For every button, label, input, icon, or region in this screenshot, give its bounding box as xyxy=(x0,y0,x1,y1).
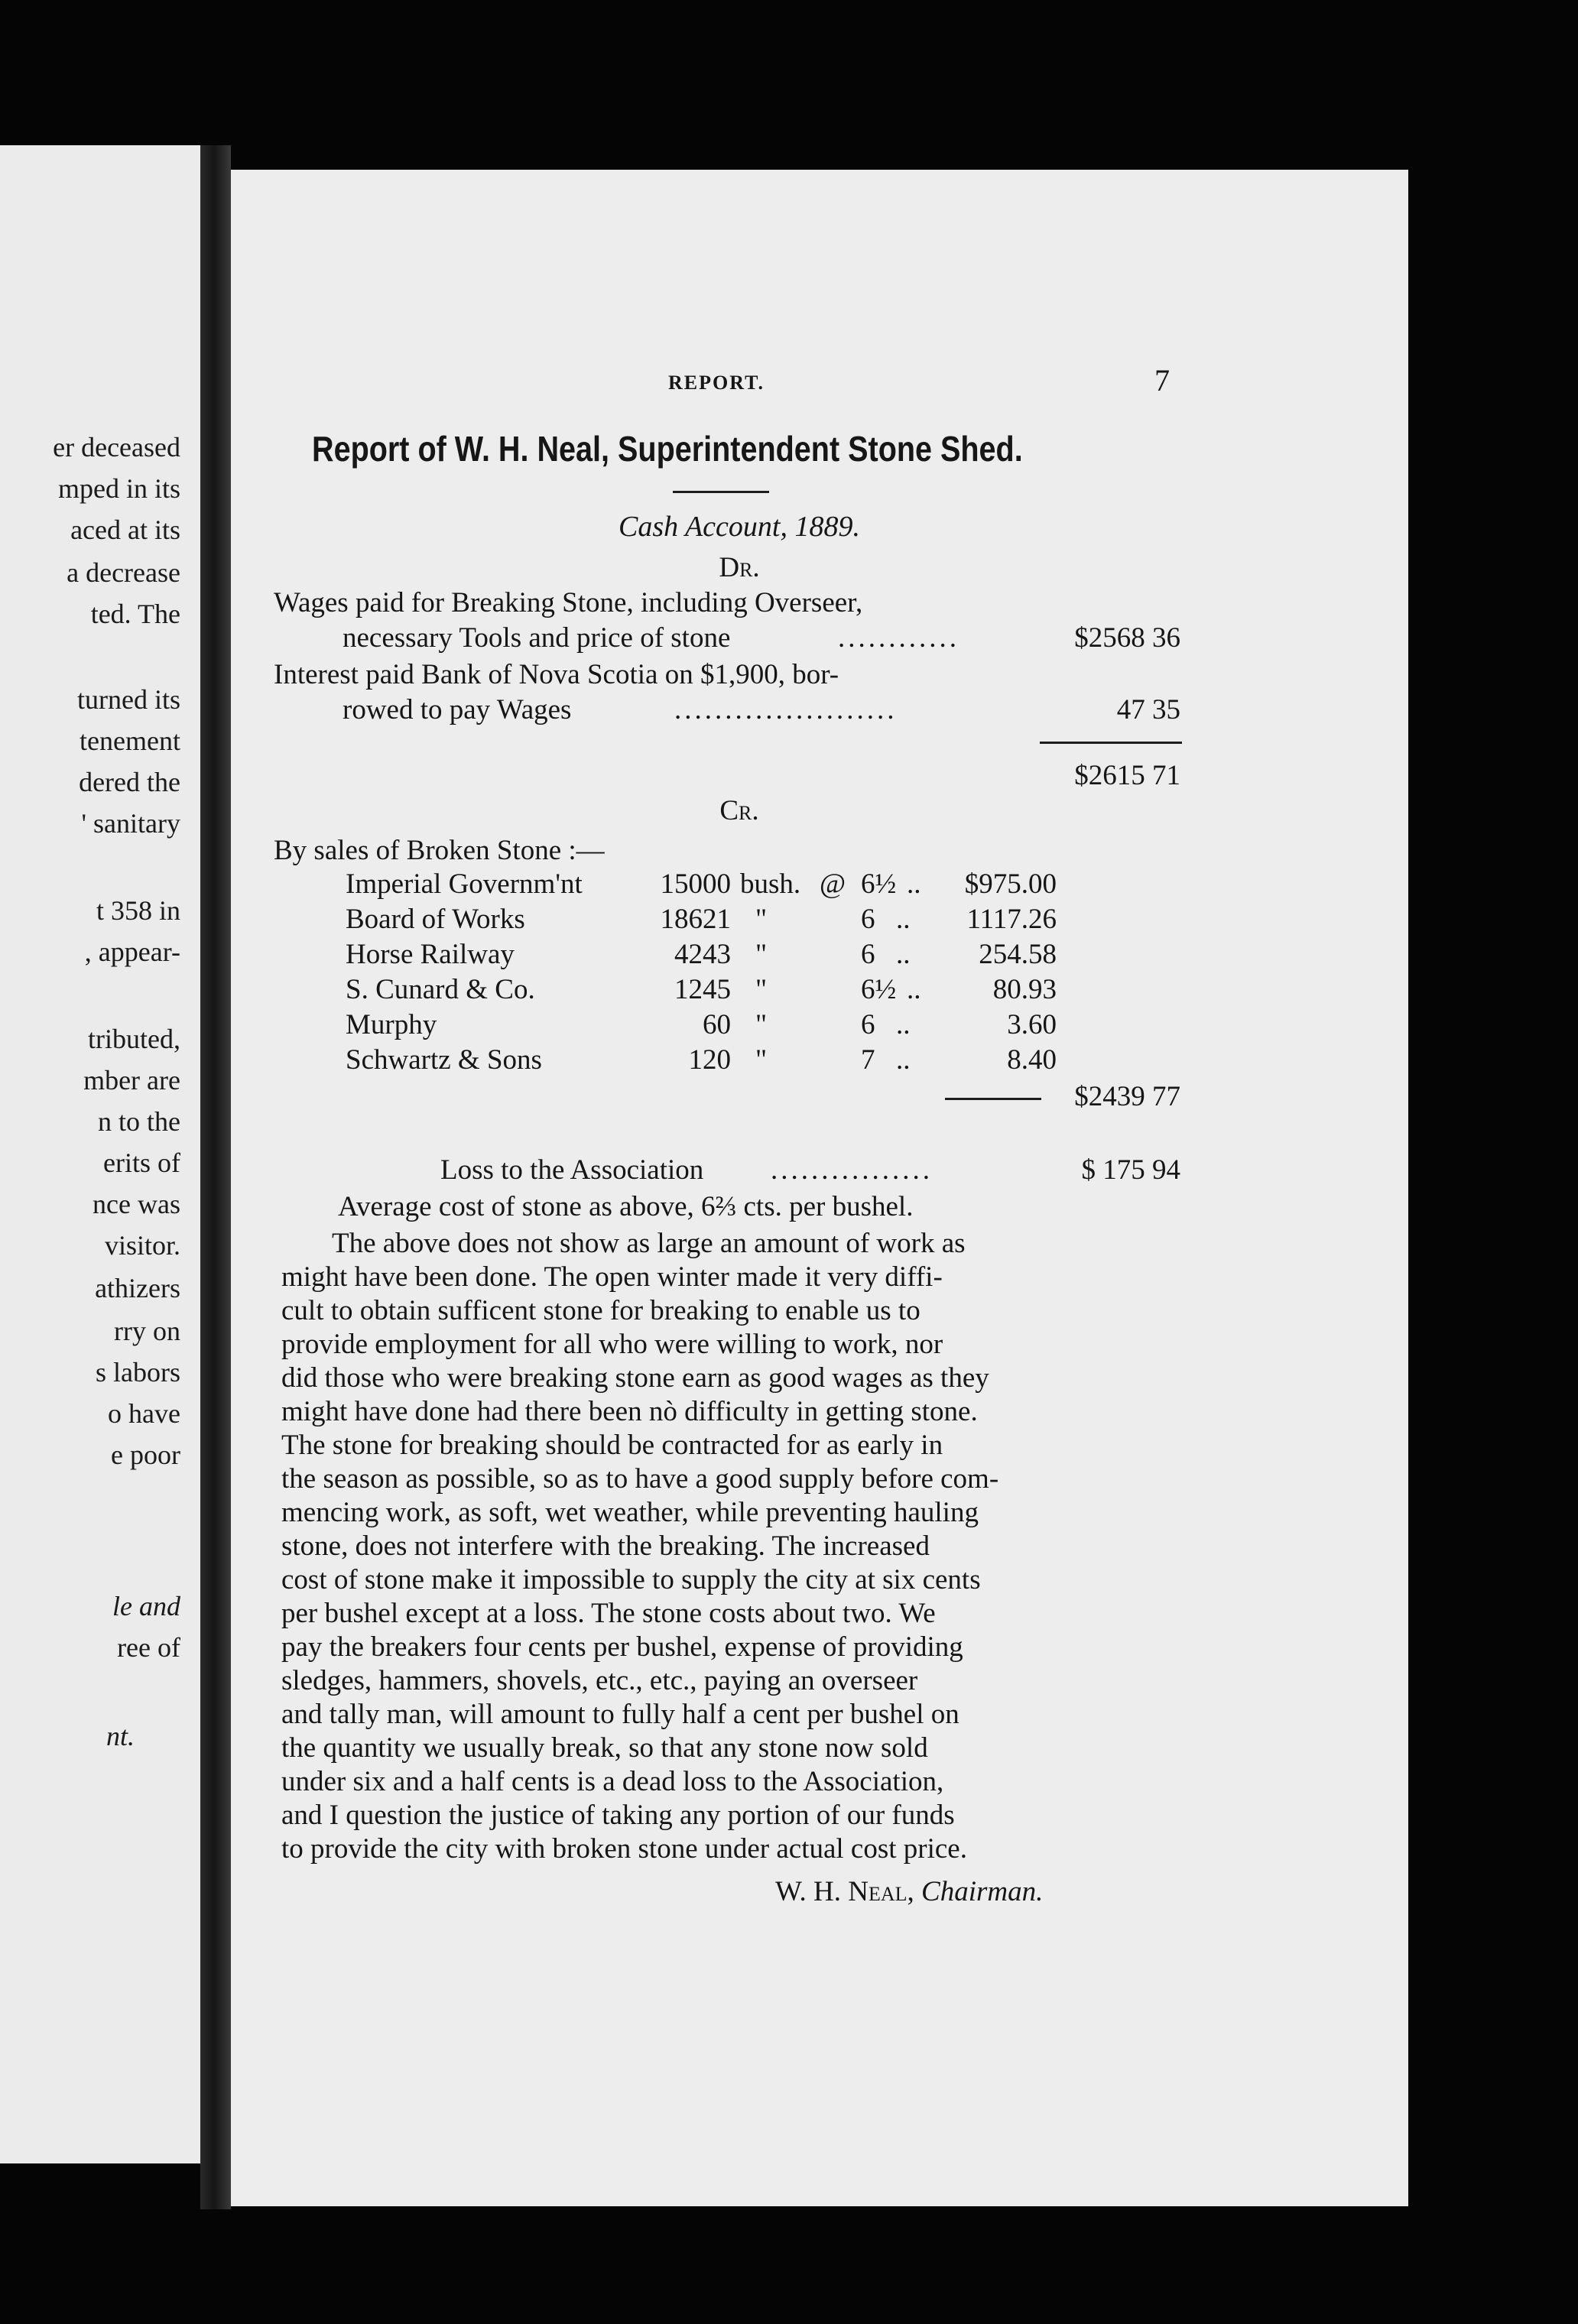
credit-row-amount: 3.60 xyxy=(1007,1009,1057,1040)
body-line: mencing work, as soft, wet weather, while preventing hauling xyxy=(281,1497,979,1528)
body-line: and I question the justice of taking any portion of our funds xyxy=(281,1800,955,1831)
left-page-line: turned its xyxy=(77,684,180,715)
credit-row-amount: 254.58 xyxy=(979,939,1057,970)
left-page-line: aced at its xyxy=(70,514,180,545)
credit-row-name: Schwartz & Sons xyxy=(346,1044,542,1076)
left-page-line: le and xyxy=(112,1591,180,1621)
body-line: The stone for breaking should be contracted for as early in xyxy=(281,1430,943,1461)
body-line: the quantity we usually break, so that any stone now sold xyxy=(281,1732,928,1764)
left-page-line: erits of xyxy=(103,1147,180,1178)
credit-row-qty: 18621 xyxy=(660,904,731,935)
credit-row-rate: 6 xyxy=(861,939,875,970)
left-page-line: ' sanitary xyxy=(81,808,180,839)
credit-row-unit: " xyxy=(755,939,768,970)
credit-row-unit: " xyxy=(755,1009,768,1040)
loss-leader: ................ xyxy=(771,1154,933,1186)
body-line: pay the breakers four cents per bushel, expense of providing xyxy=(281,1631,963,1663)
debit-heading: Dr. xyxy=(719,552,760,583)
left-page-fragment xyxy=(0,145,200,2163)
left-page-line: e poor xyxy=(111,1440,180,1470)
credit-row-leader: .. xyxy=(896,1044,911,1076)
debit-entry-line2: necessary Tools and price of stone xyxy=(343,622,731,654)
page-title: Report of W. H. Neal, Superintendent Stone Shed. xyxy=(312,429,1023,469)
credit-row-unit: " xyxy=(755,904,768,935)
debit-entry-amount: $2568 36 xyxy=(1074,622,1180,654)
left-page-line: n to the xyxy=(98,1106,180,1137)
credit-total: $2439 77 xyxy=(1074,1081,1180,1112)
title-rule xyxy=(673,491,769,493)
body-line: per bushel except at a loss. The stone costs about two. We xyxy=(281,1598,936,1629)
credit-row-qty: 4243 xyxy=(674,939,731,970)
credit-intro: By sales of Broken Stone :— xyxy=(274,835,605,866)
left-page-line: o have xyxy=(108,1398,180,1429)
left-page-line: a decrease xyxy=(67,557,180,588)
left-page-line: , appear- xyxy=(84,936,180,967)
credit-row-name: S. Cunard & Co. xyxy=(346,974,535,1005)
page-number: 7 xyxy=(1154,363,1170,398)
credit-row-rate: 7 xyxy=(861,1044,875,1076)
credit-heading: Cr. xyxy=(719,795,759,826)
credit-row-amount: 8.40 xyxy=(1007,1044,1057,1076)
signature xyxy=(775,1878,1043,1906)
body-line: might have been done. The open winter made it very diffi- xyxy=(281,1261,943,1293)
credit-row-amount: 80.93 xyxy=(992,974,1057,1005)
credit-row-unit: " xyxy=(755,1044,768,1076)
left-page-line: s labors xyxy=(96,1357,180,1388)
debit-total-rule xyxy=(1040,742,1182,744)
debit-entry-amount: 47 35 xyxy=(1116,694,1180,725)
signature-name: W. H. Neal, xyxy=(775,1876,914,1907)
signature-title: Chairman. xyxy=(921,1876,1044,1907)
debit-entry-line1: Interest paid Bank of Nova Scotia on $1,900, bor- xyxy=(274,659,839,690)
left-page-line: er deceased xyxy=(53,432,180,463)
body-line: cost of stone make it impossible to supply the city at six cents xyxy=(281,1564,981,1595)
report-page xyxy=(231,170,1408,2206)
left-page-line: tenement xyxy=(80,725,180,756)
debit-entry-line2: rowed to pay Wages xyxy=(343,694,572,725)
body-line: to provide the city with broken stone under actual cost price. xyxy=(281,1833,967,1865)
body-line: might have done had there been nò difficulty in getting stone. xyxy=(281,1396,978,1427)
credit-row-leader: .. xyxy=(896,939,911,970)
credit-row-qty: 120 xyxy=(688,1044,731,1076)
credit-row-name: Imperial Governm'nt xyxy=(346,868,583,900)
credit-row-amount: 1117.26 xyxy=(966,904,1057,935)
loss-label: Loss to the Association xyxy=(440,1154,704,1186)
left-page-line: dered the xyxy=(79,767,180,797)
left-page-line: ted. The xyxy=(90,599,180,629)
credit-row-leader: .. xyxy=(896,904,911,935)
credit-row-amount: $975.00 xyxy=(964,868,1057,900)
left-page-line: visitor. xyxy=(104,1230,180,1261)
credit-row-leader: .. xyxy=(896,1009,911,1040)
left-page-line: mber are xyxy=(83,1065,180,1095)
credit-row-rate: 6 xyxy=(861,904,875,935)
left-page-line: nt. xyxy=(106,1721,135,1751)
credit-row-unit: " xyxy=(755,974,768,1005)
credit-row-leader: .. xyxy=(907,974,921,1005)
subtitle: Cash Account, 1889. xyxy=(619,511,860,543)
body-line: sledges, hammers, shovels, etc., etc., paying an overseer xyxy=(281,1665,918,1696)
body-line: the season as possible, so as to have a good supply before com- xyxy=(281,1463,999,1495)
left-page-line: rry on xyxy=(114,1316,180,1346)
credit-row-name: Board of Works xyxy=(346,904,525,935)
body-line: cult to obtain sufficent stone for breaking to enable us to xyxy=(281,1295,920,1326)
credit-row-rate: 6½ xyxy=(861,868,897,900)
left-page-line: t 358 in xyxy=(96,895,180,926)
credit-row-qty: 60 xyxy=(703,1009,731,1040)
left-page-line: tributed, xyxy=(88,1024,180,1054)
debit-total: $2615 71 xyxy=(1074,760,1180,791)
running-head: REPORT. xyxy=(668,372,765,394)
debit-entry-leader: ............ xyxy=(838,622,959,654)
debit-entry-line1: Wages paid for Breaking Stone, including Overseer, xyxy=(274,587,863,618)
credit-row-name: Horse Railway xyxy=(346,939,515,970)
left-page-line: mped in its xyxy=(58,473,180,504)
left-page-line: athizers xyxy=(95,1273,180,1303)
body-line: and tally man, will amount to fully half a cent per bushel on xyxy=(281,1699,959,1730)
book-gutter xyxy=(200,145,231,2209)
average-cost-line: Average cost of stone as above, 6⅔ cts. per bushel. xyxy=(338,1191,914,1222)
credit-row-name: Murphy xyxy=(346,1009,437,1040)
debit-entry-leader: ...................... xyxy=(674,694,898,725)
credit-row-qty: 1245 xyxy=(674,974,731,1005)
body-line: stone, does not interfere with the breaking. The increased xyxy=(281,1530,930,1562)
credit-row-at: @ xyxy=(820,868,846,900)
credit-row-unit: bush. xyxy=(740,868,801,900)
left-page-line: nce was xyxy=(93,1189,180,1219)
credit-row-leader: .. xyxy=(907,868,921,900)
credit-row-qty: 15000 xyxy=(660,868,731,900)
body-line: provide employment for all who were willing to work, nor xyxy=(281,1329,943,1360)
body-line: The above does not show as large an amount of work as xyxy=(332,1228,966,1259)
body-line: under six and a half cents is a dead loss to the Association, xyxy=(281,1766,944,1797)
credit-row-rate: 6½ xyxy=(861,974,897,1005)
left-page-line: ree of xyxy=(117,1632,180,1663)
loss-amount: $ 175 94 xyxy=(1081,1154,1180,1186)
credit-row-rate: 6 xyxy=(861,1009,875,1040)
body-line: did those who were breaking stone earn as good wages as they xyxy=(281,1362,989,1394)
